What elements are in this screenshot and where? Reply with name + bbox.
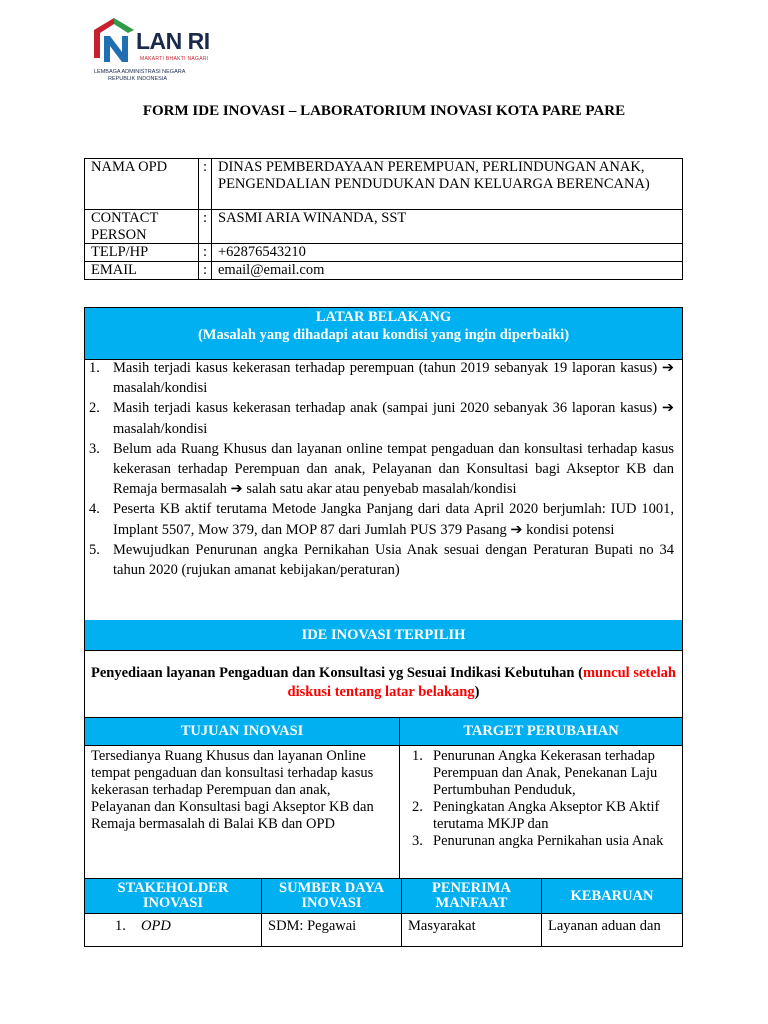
document-title: FORM IDE INOVASI – LABORATORIUM INOVASI KOTA PARE PARE: [142, 103, 626, 119]
info-label: CONTACT PERSON: [85, 210, 199, 244]
penerima-manfaat-header: PENERIMA MANFAAT: [402, 879, 542, 914]
logo-sub-line1: LEMBAGA ADMINISTRASI NEGARA: [94, 69, 186, 75]
latar-belakang-heading: LATAR BELAKANG: [315, 309, 452, 325]
stakeholder-cell: [85, 914, 262, 947]
list-number: 2.: [89, 400, 100, 417]
list-text: Peningkatan Angka Akseptor KB Aktif terutama MKJP dan: [433, 799, 660, 832]
list-item: [406, 799, 676, 833]
info-value: email@email.com: [212, 262, 683, 280]
info-row-nama-opd: [85, 159, 683, 210]
ide-main-text: Penyediaan layanan Pengaduan dan Konsultasi yg Sesuai Indikasi Kebutuhan (: [91, 665, 583, 681]
list-number: 1.: [89, 360, 100, 376]
ide-red-note: muncul setelah diskusi tentang latar belakang: [287, 665, 676, 700]
list-text: Penurunan angka Pernikahan usia Anak: [433, 833, 664, 849]
list-text: Masih terjadi kasus kekerasan terhadap perempuan (tahun 2019 sebanyak 19 laporan kasus) ➔ masalah/kondisi: [113, 360, 674, 397]
list-item: [85, 439, 682, 500]
info-row-contact-person: [85, 210, 683, 244]
list-number: 4.: [89, 501, 100, 518]
list-number: 2.: [412, 799, 423, 815]
list-number: 1.: [412, 748, 423, 764]
stakeholder-header: STAKEHOLDER INOVASI: [85, 879, 262, 914]
list-text: Penurunan Angka Kekerasan terhadap Perempuan dan Anak, Penekanan Laju Pertumbuhan Penduduk,: [433, 748, 658, 798]
sumber-daya-cell: SDM: Pegawai: [262, 914, 402, 947]
table-row: [85, 914, 683, 947]
latar-belakang-body: [84, 358, 683, 621]
ide-end-text: ): [474, 684, 480, 700]
target-perubahan-cell: [400, 746, 683, 882]
latar-belakang-list: [85, 358, 682, 580]
info-label: NAMA OPD: [85, 159, 199, 210]
info-colon: :: [199, 244, 212, 262]
info-value: DINAS PEMBERDAYAAN PEREMPUAN, PERLINDUNGAN ANAK, PENGENDALIAN PENDUDUKAN DAN KELUARGA BERENCANA): [212, 159, 683, 210]
info-colon: :: [199, 210, 212, 244]
info-label: EMAIL: [85, 262, 199, 280]
target-list: [406, 748, 676, 850]
tujuan-inovasi-text: Tersedianya Ruang Khusus dan layanan Online tempat pengaduan dan konsultasi terhadap kasus kekerasan terhadap Perempuan dan anak, Pelayanan dan Konsultasi bagi Akseptor KB dan Remaja bermasalah di Balai KB dan OPD: [85, 746, 400, 882]
list-text: Peserta KB aktif terutama Metode Jangka Panjang dari data April 2020 berjumlah: IUD 1001, Implant 5507, Mow 379, dan MOP 87 dari Jumlah PUS 379 Pasang ➔ kondisi potensi: [113, 501, 674, 538]
logo-tagline: MAKARTI BHAKTI NAGARI: [140, 56, 209, 62]
list-item: [406, 748, 676, 799]
list-item: [406, 833, 676, 850]
ide-inovasi-body: [84, 650, 683, 718]
info-row-telp: [85, 244, 683, 262]
sumber-daya-header: SUMBER DAYA INOVASI: [262, 879, 402, 914]
list-number: 3.: [89, 440, 100, 457]
latar-belakang-subheading: (Masalah yang dihadapi atau kondisi yang ingin diperbaiki): [197, 327, 570, 343]
ide-inovasi-header: IDE INOVASI TERPILIH: [84, 620, 683, 651]
penerima-manfaat-cell: Masyarakat: [402, 914, 542, 947]
logo-sub-line2: REPUBLIK INDONESIA: [108, 76, 167, 82]
info-row-email: [85, 262, 683, 280]
list-number: 5.: [89, 541, 100, 558]
kebaruan-header: KEBARUAN: [542, 879, 683, 914]
info-colon: :: [199, 262, 212, 280]
list-text: Mewujudkan Penurunan angka Pernikahan Usia Anak sesuai dengan Peraturan Bupati no 34 tahun 2020 (rujukan amanat kebijakan/peraturan): [113, 541, 674, 579]
list-text: Masih terjadi kasus kekerasan terhadap anak (sampai juni 2020 sebanyak 36 laporan kasus) ➔ masalah/kondisi: [113, 400, 674, 437]
target-perubahan-heading: TARGET PERUBAHAN: [400, 718, 683, 746]
list-item: [85, 540, 682, 580]
list-item: [85, 398, 682, 438]
latar-belakang-header: [84, 307, 683, 360]
kebaruan-cell: Layanan aduan dan: [542, 914, 683, 947]
info-value: SASMI ARIA WINANDA, SST: [212, 210, 683, 244]
info-label: TELP/HP: [85, 244, 199, 262]
info-value: +62876543210: [212, 244, 683, 262]
ide-inovasi-text: [85, 650, 682, 702]
tujuan-inovasi-heading: TUJUAN INOVASI: [85, 718, 400, 746]
info-colon: :: [199, 159, 212, 210]
info-table: [84, 158, 683, 280]
stakeholder-table: [84, 878, 683, 947]
tujuan-target-table: [84, 717, 683, 882]
lan-ri-logo: [92, 16, 232, 84]
row-number: 1.: [115, 918, 126, 934]
list-item: [85, 499, 682, 539]
logo-name: LAN RI: [136, 28, 210, 54]
stakeholder-value: OPD: [141, 918, 171, 934]
list-text: Belum ada Ruang Khusus dan layanan online tempat pengaduan dan konsultasi terhadap kasus kekerasan terhadap Perempuan dan anak, Pelayanan dan Konsultasi bagi Akseptor KB dan Remaja bermasalah ➔ salah satu akar atau penyebab masalah/kondisi: [113, 440, 674, 498]
list-item: [85, 358, 682, 398]
list-number: 3.: [412, 833, 423, 849]
lan-ri-emblem-icon: [92, 16, 138, 64]
